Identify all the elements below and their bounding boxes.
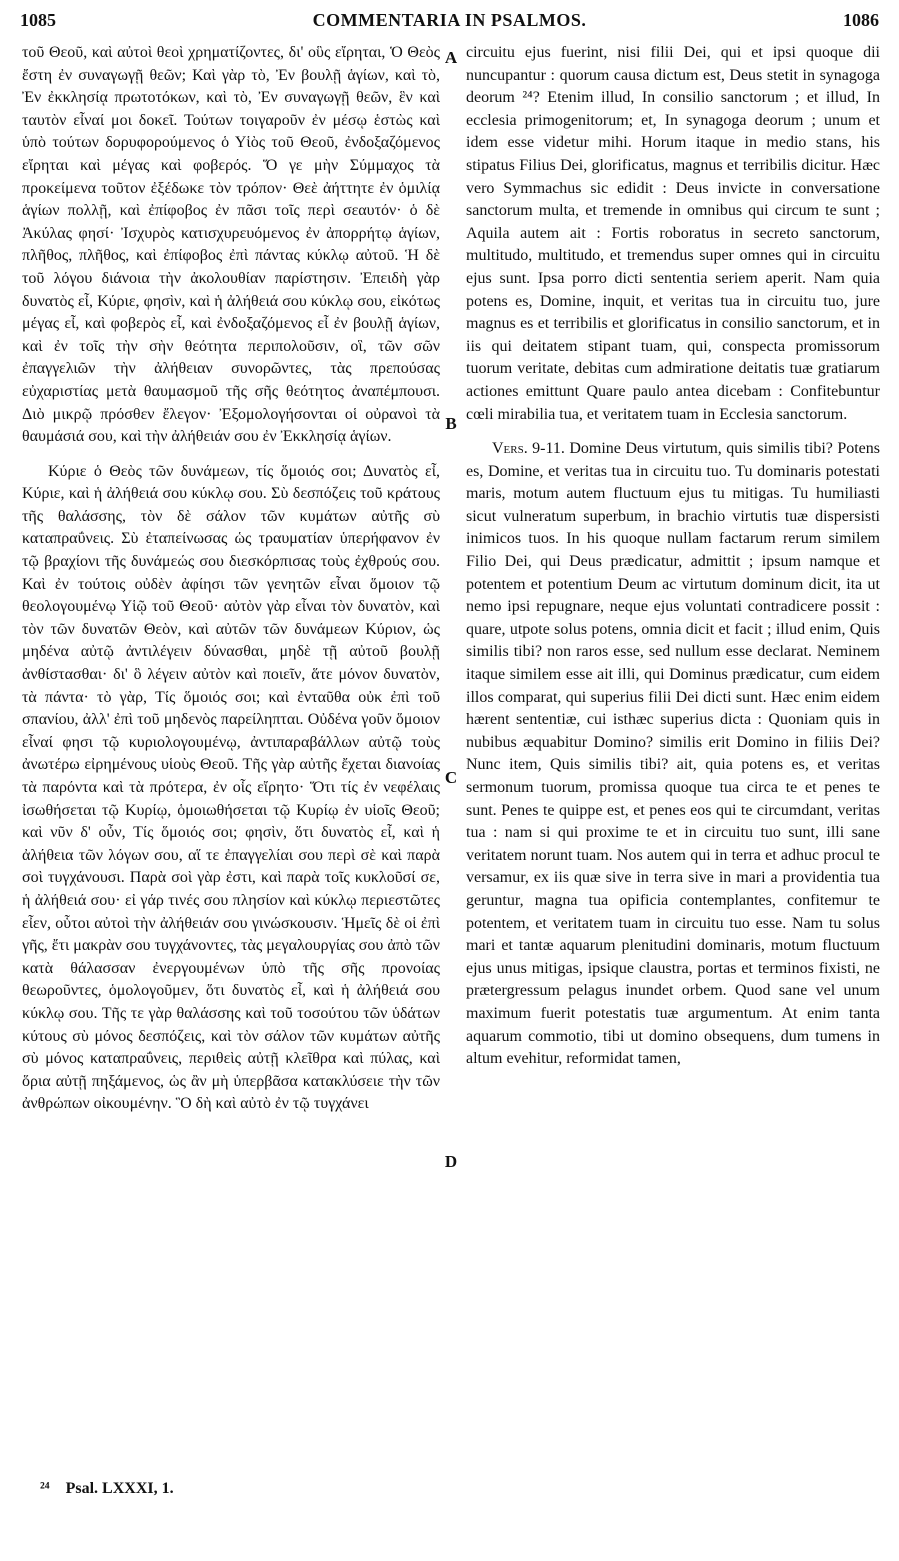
running-header	[20, 10, 879, 36]
latin-paragraph-2-text: Domine Deus virtutum, quis similis tibi? Potens es, Domine, et veritas tua in circuitu tuo. Tu dominaris potestati maris, motum autem fluctuum ejus tu mitigas. Tu humiliasti sicut vulneratum superbum, in brachio virtutis tuæ dispersisti inimicos tuos. In his quoque nullam factarum rerum similem Filio Dei, qui Deus prædicatur, admittit ; ipsum namque et potentem et potentium Deum ac virtutum dominum dicit, ita ut nemo ipsi repugnare, neque ejus voluntati contradicere possit : quare, utpote solus potens, omnia dicit et facit ; illud enim, Quis similis tibi? non raros esse, sed nullum esse declarat. Neminem itaque similem esse ait illi, qui Dominus prædicatur, cum eidem illos comparat, qui superius filii Dei dicti sunt. Hæc enim eidem hærent sententiæ, cui isthæc superius dicta : Quoniam quis in nubibus æquabitur Domino? similis erit Domino in filiis Dei? Nunc item, Quis similis tibi? ait, quia potens es, et veritas sermonum tuorum, promissa quoque tua circa te et penes te sunt. Penes te quippe est, et penes eos qui te circumdant, veritas tua : nam si qui proxime te et in circuitu tuo sunt, illi sane veritatem norunt tuam. Nos autem qui in terra et adhuc procul te versamur, ex iis quæ sive in terra sive in mari a providentia tua geruntur, magna tua opificia contemplantes, confitemur te potentem, et veritatem tuam in circuitu tuo esse. Nam tu solus mari et tantæ aquarum plenitudini dominaris, motum fluctuum ejus unus mitigas, ipsique claustra, portas et terminos fixisti, ne prætergressum pelagus inundet orbem. Quod sane vel unum maximum fuerit potestatis tuæ argumentum. At enim tanta aquarum commotio, tibi ut domino obsequens, dum tumens in altum evehitur, reformidat tamen,	[466, 440, 880, 1068]
footnote	[40, 1480, 174, 1498]
latin-column	[466, 42, 880, 1462]
footnote-text: Psal. LXXXI, 1.	[65, 1480, 174, 1497]
greek-paragraph-2: Κύριε ὁ Θεὸς τῶν δυνάμεων, τίς ὅμοιός σοι; Δυνατὸς εἶ, Κύριε, καὶ ἡ ἀλήθειά σου κύκλῳ σου. Σὺ δεσπόζεις τοῦ κράτους τῆς θαλάσσης, τὸν δὲ σάλον τῶν κυμάτων αὐτῆς σὺ καταπραΰνεις. Σὺ ἐταπείνωσας ὡς τραυματίαν ὑπερήφανον ἐν τῷ βραχίονι τῆς δυνάμεώς σου διεσκόρπισας τοὺς ἐχθρούς σου. Καὶ ἐν τούτοις οὐδὲν ἀφίησι τῶν γενητῶν εἶναι ὅμοιον τῷ θεολογουμένῳ Υἱῷ τοῦ Θεοῦ· αὐτὸν γὰρ εἶναι τὸν δυνατὸν, καὶ τὸν τῶν δυνατῶν Θεὸν, καὶ αὐτῶν τῶν δυνάμεων Κύριον, ὡς μηδένα αὐτῷ ἀντιλέγειν δύνασθαι, μηδὲ τῇ αὐτοῦ βουλῇ ἀνθίστασθαι· δι' ὃ λέγειν αὐτὸν καὶ ποιεῖν, ἅτε μόνον δυνατὸν, τὰ πάντα· τὸ γὰρ, Τίς ὅμοιός σοι; καὶ ἐνταῦθα οὐκ ἐπὶ τοῦ σπανίου, ἀλλ' ἐπὶ τοῦ μηδενὸς παρείληπται. Οὐδένα γοῦν ὅμοιον εἶναί φησι τῷ κυριολογουμένῳ, ἀντιπαραβάλλων αὐτῷ τοὺς ἀνωτέρω εἰρημένους υἱοὺς Θεοῦ. Τῆς γὰρ αὐτῆς ἔχεται διανοίας τὰ παρόντα καὶ τὰ πρότερα, ἐν οἷς εἴρητο· Ὅτι τίς ἐν νεφέλαις ἰσωθήσεται τῷ Κυρίῳ, ὁμοιωθήσεται τῷ Κυρίῳ ἐν υἱοῖς Θεοῦ; καὶ νῦν δ' οὖν, Τίς ὅμοιός σοι; φησὶν, ὅτι δυνατὸς εἶ, καὶ ἡ ἀλήθεια τῶν λόγων σου, αἵ τε ἐπαγγελίαι σου περὶ σὲ καὶ παρὰ σοὶ τυγχάνουσι. Παρὰ σοὶ γὰρ ἐστι, καὶ παρὰ τοῖς κυκλοῦσί σε, ἡ ἀλήθειά σου· εἰ γάρ τινές σου πλησίον καὶ κύκλῳ περιεστῶτες εἶεν, οὗτοι αὐτοὶ τὴν ἀλήθειάν σου γινώσκουσιν. Ἡμεῖς δὲ οἱ ἐπὶ γῆς, ἔτι μακρὰν σου τυγχάνοντες, τὰς μεγαλουργίας σου ἀπὸ τῶν κατὰ θάλασσαν ἐνεργουμένων ὑπὸ τῆς σῆς προνοίας θεωροῦντες, ὁμολογοῦμεν, ὅτι δυνατὸς εἶ, καὶ ἡ ἀλήθειά σου κύκλῳ σου. Τῆς τε γὰρ θαλάσσης καὶ τοῦ τοσούτου τῶν ὑδάτων κύτους σὺ μόνος δεσπόζεις, καὶ τὸν σάλον τῶν κυμάτων αὐτῆς σὺ μόνος καταπραΰνεις, περιθεὶς αὐτῇ κλεῖθρα καὶ πύλας, καὶ ὅρια αὐτῇ πηξάμενος, ὡς ἂν μὴ ὑπερβᾶσα κατακλύσειε τὴν τῶν ἀνθρώπων οἰκουμένην. Ὃ δὴ καὶ αὐτὸ ἐν τῷ τυγχάνει	[22, 462, 440, 1113]
section-marker-b: B	[445, 414, 457, 433]
page-number-left: 1085	[20, 10, 56, 30]
greek-column	[22, 42, 440, 1462]
section-marker-c: C	[444, 768, 458, 787]
latin-paragraph-1: circuitu ejus fuerint, nisi filii Dei, qui et ipsi quoque dii nuncupantur : quorum causa dictum est, Deus stetit in synagoga deorum ²⁴? Etenim illud, In consilio sanctorum ; et illud, In ecclesia primogenitorum; et, In synagoga deorum ; unum et idem esse videtur mihi. Horum itaque in medio stans, his stipatus Filius Dei, glorificatus, magnus et terribilis dicitur. Hæc vero Symmachus sic edidit : Deus invicte in conversatione sanctorum multa, et tremende in omnibus qui circum te sunt ; Aquila autem ait : Fortis roboratus in secreto sanctorum, multitudo, multitudo, et tremendus super omnes qui in circuitu ejus sunt. Ipsa porro dicti sententia seriem aperit. Nam quia potens es, Domine, inquit, et veritas tua in circuitu tuo, jure magnus es et terribilis et glorificatus in consilio sanctorum, et in iis qui deitatem stipant tuam, qui, conspecta promissorum tuorum veritate, debitas cum admiratione deitatis tuæ gratiarum actiones emittunt Quare paulo antea dicebam : Confitebuntur cœli mirabilia tua, et veritatem tuam in Ecclesia sanctorum.	[466, 44, 880, 423]
page-number-right: 1086	[843, 10, 879, 30]
section-marker-a: A	[444, 48, 458, 67]
verse-label: Vers. 9-11.	[492, 440, 565, 458]
latin-paragraph-2	[466, 438, 880, 1071]
page-title: COMMENTARIA IN PSALMOS.	[312, 10, 587, 30]
footnote-mark: ²⁴	[40, 1480, 50, 1497]
section-marker-d: D	[444, 1152, 458, 1171]
greek-paragraph-1: τοῦ Θεοῦ, καὶ αὐτοὶ θεοὶ χρηματίζοντες, δι' οὓς εἴρηται, Ὁ Θεὸς ἔστη ἐν συναγωγῇ θεῶν; Καὶ γὰρ τὸ, Ἐν βουλῇ ἁγίων, καὶ τὸ, Ἐν ἐκκλησίᾳ πρωτοτόκων, καὶ τὸ, Ἐν συναγωγῇ θεῶν, ἓν καὶ ταυτὸν εἶναί μοι δοκεῖ. Τούτων τοιγαροῦν ἐν μέσῳ ἑστὼς καὶ ὑπὸ τούτων δορυφορούμενος ὁ Υἱὸς τοῦ Θεοῦ, ἐνδοξαζόμενος εἴρηται καὶ μέγας καὶ φοβερός. Ὅ γε μὴν Σύμμαχος τὰ προκείμενα τοῦτον ἐξέδωκε τὸν τρόπον· Θεὲ ἀήττητε ἐν ὁμιλίᾳ ἁγίων πολλῇ, καὶ ἐπίφοβος ἐν πᾶσι τοῖς περὶ σεαυτόν· ὁ δὲ Ἀκύλας φησί· Ἰσχυρὸς κατισχυρευόμενος ἐν ἀπορρήτῳ ἁγίων, πλῆθος, πλῆθος, καὶ ἐπίφοβος ἐπὶ πάντας κύκλῳ αὐτοῦ. Ἡ δὲ τοῦ λόγου διάνοια τὴν ἀκολουθίαν παρίστησιν. Ἐπειδὴ γὰρ δυνατὸς εἶ, Κύριε, φησὶν, καὶ ἡ ἀλήθειά σου κύκλῳ σου, εἰκότως μέγας εἶ, καὶ φοβερὸς εἶ, καὶ ἐνδοξαζόμενος εἶ ἐν βουλῇ ἁγίων, καὶ ἐν τοῖς τὴν σὴν θεότητα περιπολοῦσιν, οἳ, τῶν σῶν ἐπαγγελιῶν τὴν ἀλήθειαν συνορῶντες, τὰς πρεπούσας εὐχαριστίας μετὰ θαυμασμοῦ τῆς σῆς θεότητος ἀναπέμπουσι. Διὸ μικρῷ πρόσθεν ἔλεγον· Ἐξομολογήσονται οἱ οὐρανοὶ τὰ θαυμάσιά σου, καὶ τὴν ἀλήθειάν σου ἐν Ἐκκλησίᾳ ἁγίων.	[22, 44, 440, 446]
